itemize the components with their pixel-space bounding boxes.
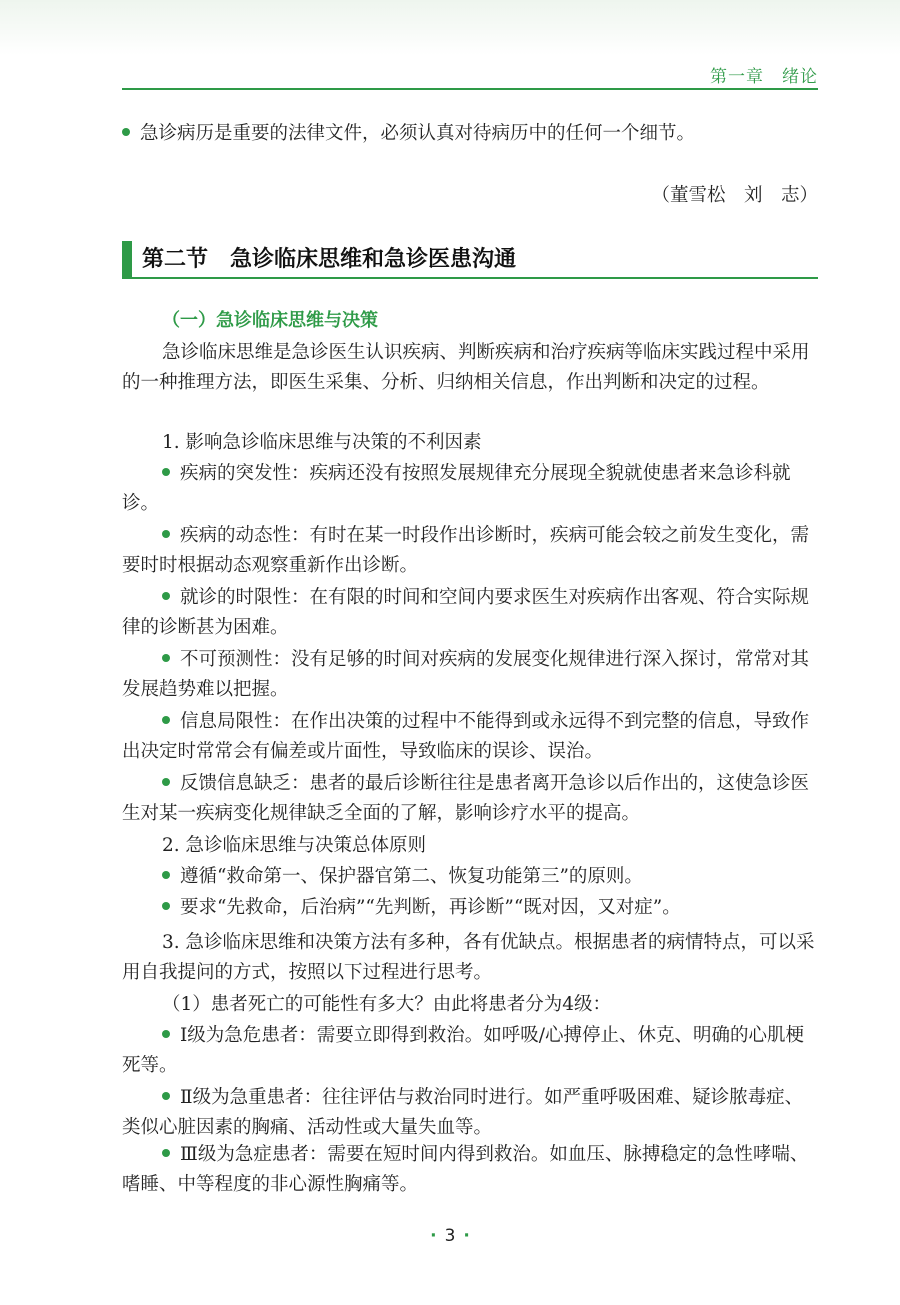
body-paragraph: 3. 急诊临床思维和决策方法有多种，各有优缺点。根据患者的病情特点，可以采用自我提问的方式，按照以下过程进行思考。: [122, 932, 815, 983]
section-title: 第二节 急诊临床思维和急诊医患沟通: [142, 247, 517, 272]
section-underline: [122, 277, 818, 279]
bullet-icon: [122, 128, 130, 136]
body-paragraph: （1）患者死亡的可能性有多大？由此将患者分为4级：: [162, 994, 612, 1015]
bullet-icon: [162, 778, 170, 786]
section-marker: [122, 241, 132, 277]
bullet-icon: [162, 1030, 170, 1038]
bullet-icon: [162, 902, 170, 910]
bullet-paragraph: 疾病的突发性：疾病还没有按照发展规律充分展现全貌就使患者来急诊科就诊。: [122, 463, 791, 514]
bullet-paragraph: 遵循“救命第一、保护器官第二、恢复功能第三”的原则。: [122, 862, 818, 892]
running-header: [122, 58, 818, 90]
bullet-icon: [162, 530, 170, 538]
bullet-paragraph: 反馈信息缺乏：患者的最后诊断往往是患者离开急诊以后作出的，这使急诊医生对某一疾病变化规律缺乏全面的了解，影响诊疗水平的提高。: [122, 773, 810, 824]
bullet-paragraph: 不可预测性：没有足够的时间对疾病的发展变化规律进行深入探讨，常常对其发展趋势难以把握。: [122, 649, 810, 700]
bullet-paragraph: 就诊的时限性：在有限的时间和空间内要求医生对疾病作出客观、符合实际规律的诊断甚为困难。: [122, 587, 810, 638]
bullet-icon: [162, 468, 170, 476]
bullet-paragraph: Ⅲ级为急症患者：需要在短时间内得到救治。如血压、脉搏稳定的急性哮喘、嗜睡、中等程度的非心源性胸痛等。: [122, 1144, 809, 1195]
bullet-paragraph: 信息局限性：在作出决策的过程中不能得到或永远得不到完整的信息，导致作出决定时常常会有偏差或片面性，导致临床的误诊、误治。: [122, 711, 810, 762]
bullet-paragraph: 疾病的动态性：有时在某一时段作出诊断时，疾病可能会较之前发生变化，需要时时根据动态观察重新作出诊断。: [122, 525, 810, 576]
bullet-icon: [162, 1149, 170, 1157]
bullet-icon: [162, 1092, 170, 1100]
intro-bullet: 急诊病历是重要的法律文件，必须认真对待病历中的任何一个细节。: [122, 119, 818, 149]
bullet-icon: [162, 871, 170, 879]
authors: （董雪松 刘 志）: [651, 185, 818, 206]
body-paragraph: 急诊临床思维是急诊医生认识疾病、判断疾病和治疗疾病等临床实践过程中采用的一种推理方法，即医生采集、分析、归纳相关信息，作出判断和决定的过程。: [122, 342, 810, 393]
subheading: （一）急诊临床思维与决策: [162, 310, 378, 331]
bullet-paragraph: Ⅰ级为急危患者：需要立即得到救治。如呼吸/心搏停止、休克、明确的心肌梗死等。: [122, 1025, 805, 1076]
body-paragraph: 1. 影响急诊临床思维与决策的不利因素: [162, 432, 482, 453]
bullet-paragraph: 要求“先救命，后治病”“先判断，再诊断”“既对因，又对症”。: [122, 893, 818, 923]
bullet-icon: [162, 592, 170, 600]
page-number: · 3 ·: [430, 1226, 470, 1246]
body-paragraph: 2. 急诊临床思维与决策总体原则: [162, 835, 427, 856]
bullet-paragraph: Ⅱ级为急重患者：往往评估与救治同时进行。如严重呼吸困难、疑诊脓毒症、类似心脏因素的胸痛、活动性或大量失血等。: [122, 1087, 804, 1138]
bullet-icon: [162, 716, 170, 724]
chapter-title: 第一章 绪论: [710, 67, 818, 87]
bullet-icon: [162, 654, 170, 662]
